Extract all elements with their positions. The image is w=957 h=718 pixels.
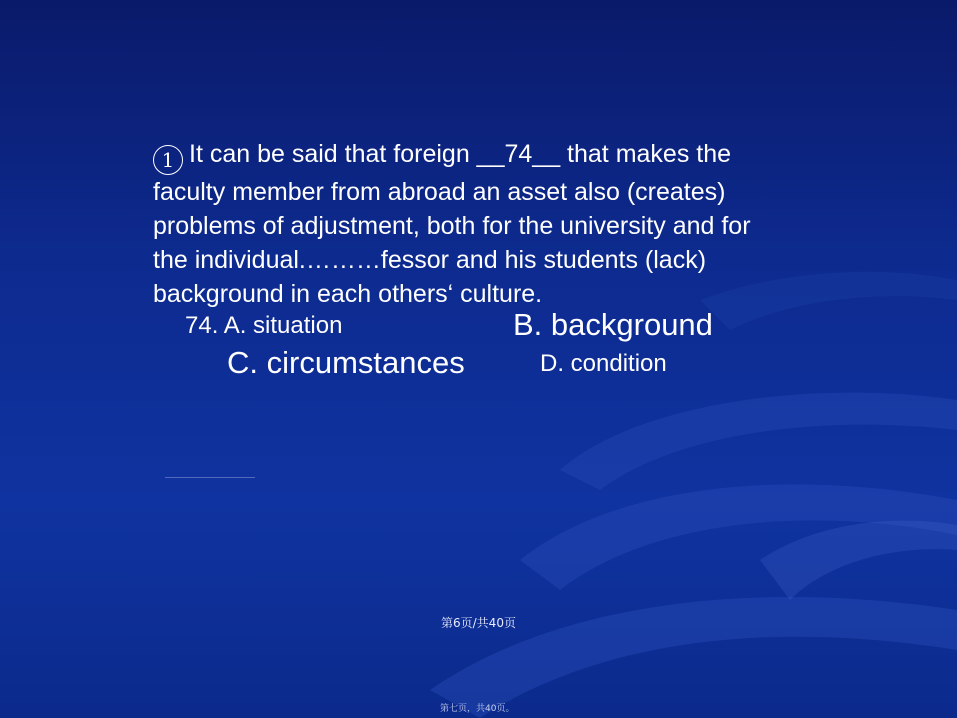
option-d: D. condition: [540, 350, 667, 377]
page-counter: 第6页/共40页: [441, 616, 516, 630]
option-c: C. circumstances: [227, 345, 465, 380]
question-line-3: problems of adjustment, both for the university and for: [153, 212, 751, 240]
question-line-1: It can be said that foreign __74__ that makes the: [189, 140, 732, 168]
faint-divider: [165, 477, 255, 478]
swirl-band-1: [560, 393, 957, 490]
question-number-circle: 1: [153, 145, 183, 175]
option-a: 74. A. situation: [185, 312, 343, 339]
question-line-2: faculty member from abroad an asset also (creates): [153, 178, 726, 206]
question-paragraph: [153, 137, 853, 311]
option-b: B. background: [513, 307, 713, 342]
question-line-5: background in each others‘ culture.: [153, 280, 543, 308]
page-note: 第七页，共40页。: [440, 704, 515, 714]
question-line-4: the individual.………fessor and his students (lack): [153, 246, 707, 274]
swirl-band-5: [760, 521, 957, 600]
